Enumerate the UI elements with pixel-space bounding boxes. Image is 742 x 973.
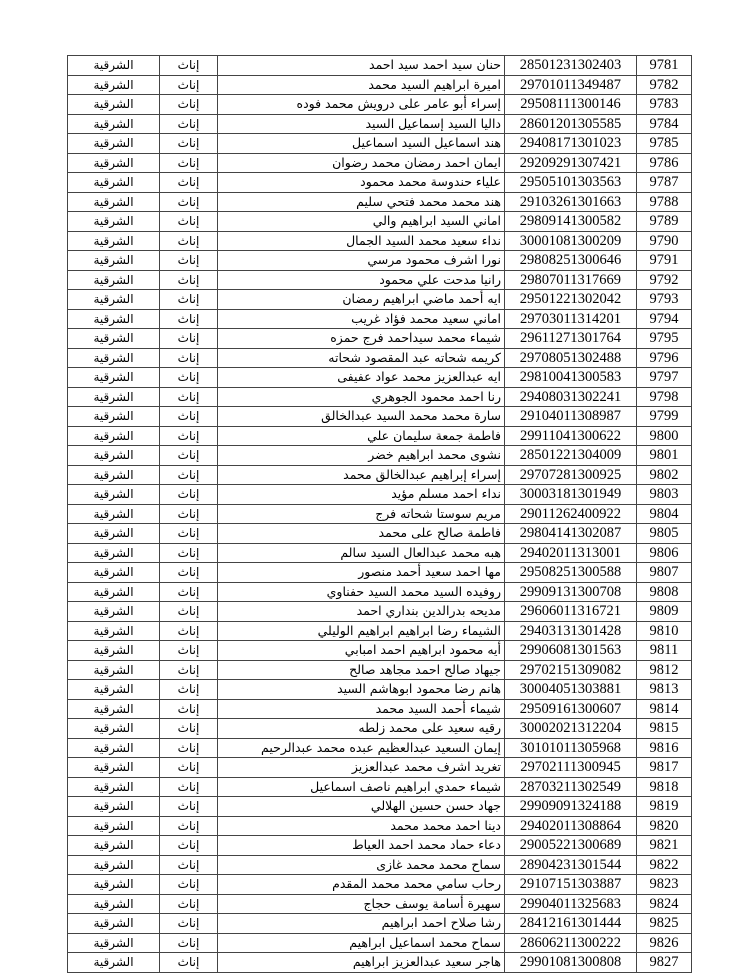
cell-full-name: رنا احمد محمود الجوهري xyxy=(218,387,505,407)
cell-gender: إناث xyxy=(160,875,218,895)
cell-full-name: رحاب سامي محمد محمد المقدم xyxy=(218,875,505,895)
cell-governorate: الشرقية xyxy=(68,543,160,563)
cell-governorate: الشرقية xyxy=(68,153,160,173)
cell-full-name: شيماء أحمد السيد محمد xyxy=(218,699,505,719)
cell-gender: إناث xyxy=(160,153,218,173)
table-row xyxy=(68,797,692,817)
cell-sequence-number: 9817 xyxy=(637,758,692,778)
cell-sequence-number: 9781 xyxy=(637,56,692,76)
cell-governorate: الشرقية xyxy=(68,290,160,310)
cell-sequence-number: 9788 xyxy=(637,192,692,212)
cell-governorate: الشرقية xyxy=(68,836,160,856)
cell-gender: إناث xyxy=(160,816,218,836)
cell-full-name: نداء سعيد محمد السيد الجمال xyxy=(218,231,505,251)
cell-governorate: الشرقية xyxy=(68,621,160,641)
table-row xyxy=(68,56,692,76)
cell-full-name: رقيه سعيد على محمد زلطه xyxy=(218,719,505,739)
table-row xyxy=(68,524,692,544)
cell-national-id: 30002021312204 xyxy=(505,719,637,739)
cell-governorate: الشرقية xyxy=(68,348,160,368)
cell-national-id: 29702111300945 xyxy=(505,758,637,778)
cell-gender: إناث xyxy=(160,758,218,778)
cell-full-name: حنان سيد احمد سيد احمد xyxy=(218,56,505,76)
cell-sequence-number: 9827 xyxy=(637,953,692,973)
cell-governorate: الشرقية xyxy=(68,134,160,154)
cell-gender: إناث xyxy=(160,231,218,251)
cell-sequence-number: 9825 xyxy=(637,914,692,934)
cell-gender: إناث xyxy=(160,75,218,95)
cell-governorate: الشرقية xyxy=(68,816,160,836)
cell-gender: إناث xyxy=(160,387,218,407)
cell-governorate: الشرقية xyxy=(68,426,160,446)
cell-sequence-number: 9823 xyxy=(637,875,692,895)
names-table-container xyxy=(68,55,692,973)
cell-sequence-number: 9787 xyxy=(637,173,692,193)
cell-full-name: دينا احمد محمد محمد xyxy=(218,816,505,836)
cell-governorate: الشرقية xyxy=(68,270,160,290)
table-row xyxy=(68,192,692,212)
cell-national-id: 28601201305585 xyxy=(505,114,637,134)
table-row xyxy=(68,875,692,895)
cell-sequence-number: 9802 xyxy=(637,465,692,485)
cell-gender: إناث xyxy=(160,426,218,446)
cell-gender: إناث xyxy=(160,290,218,310)
table-row xyxy=(68,738,692,758)
cell-sequence-number: 9816 xyxy=(637,738,692,758)
table-row xyxy=(68,504,692,524)
cell-gender: إناث xyxy=(160,329,218,349)
cell-sequence-number: 9790 xyxy=(637,231,692,251)
cell-gender: إناث xyxy=(160,621,218,641)
cell-full-name: كريمه شحاته عبد المقصود شحاته xyxy=(218,348,505,368)
cell-full-name: دعاء حماد محمد احمد العياط xyxy=(218,836,505,856)
cell-national-id: 30003181301949 xyxy=(505,485,637,505)
table-row xyxy=(68,75,692,95)
cell-sequence-number: 9803 xyxy=(637,485,692,505)
table-row xyxy=(68,933,692,953)
cell-gender: إناث xyxy=(160,407,218,427)
table-row xyxy=(68,680,692,700)
cell-national-id: 29508111300146 xyxy=(505,95,637,115)
cell-national-id: 29501221302042 xyxy=(505,290,637,310)
cell-national-id: 30001081300209 xyxy=(505,231,637,251)
cell-gender: إناث xyxy=(160,699,218,719)
cell-sequence-number: 9805 xyxy=(637,524,692,544)
table-row xyxy=(68,582,692,602)
cell-full-name: ايه أحمد ماضي ابراهيم رمضان xyxy=(218,290,505,310)
table-row xyxy=(68,309,692,329)
cell-sequence-number: 9826 xyxy=(637,933,692,953)
cell-sequence-number: 9811 xyxy=(637,641,692,661)
cell-sequence-number: 9810 xyxy=(637,621,692,641)
table-row xyxy=(68,290,692,310)
table-row xyxy=(68,134,692,154)
cell-governorate: الشرقية xyxy=(68,407,160,427)
table-row xyxy=(68,114,692,134)
cell-gender: إناث xyxy=(160,504,218,524)
cell-gender: إناث xyxy=(160,719,218,739)
cell-sequence-number: 9782 xyxy=(637,75,692,95)
table-row xyxy=(68,855,692,875)
cell-full-name: شيماء محمد سيداحمد فرج حمزه xyxy=(218,329,505,349)
cell-governorate: الشرقية xyxy=(68,758,160,778)
cell-full-name: مريم سوستا شحاته فرج xyxy=(218,504,505,524)
cell-national-id: 29804141302087 xyxy=(505,524,637,544)
cell-full-name: اميرة ابراهيم السيد محمد xyxy=(218,75,505,95)
cell-sequence-number: 9815 xyxy=(637,719,692,739)
table-row xyxy=(68,914,692,934)
cell-national-id: 29509161300607 xyxy=(505,699,637,719)
cell-national-id: 29403131301428 xyxy=(505,621,637,641)
table-row xyxy=(68,231,692,251)
cell-national-id: 29104011308987 xyxy=(505,407,637,427)
cell-national-id: 29402011308864 xyxy=(505,816,637,836)
cell-sequence-number: 9791 xyxy=(637,251,692,271)
cell-sequence-number: 9801 xyxy=(637,446,692,466)
cell-national-id: 30101011305968 xyxy=(505,738,637,758)
table-row xyxy=(68,602,692,622)
table-row xyxy=(68,212,692,232)
table-row xyxy=(68,699,692,719)
cell-governorate: الشرقية xyxy=(68,387,160,407)
cell-full-name: مديحه بدرالدين بنداري احمد xyxy=(218,602,505,622)
cell-sequence-number: 9799 xyxy=(637,407,692,427)
cell-national-id: 28501231302403 xyxy=(505,56,637,76)
cell-sequence-number: 9818 xyxy=(637,777,692,797)
cell-governorate: الشرقية xyxy=(68,75,160,95)
cell-sequence-number: 9809 xyxy=(637,602,692,622)
table-row xyxy=(68,387,692,407)
table-row xyxy=(68,543,692,563)
cell-national-id: 29909091324188 xyxy=(505,797,637,817)
cell-full-name: إسراء إبراهيم عبدالخالق محمد xyxy=(218,465,505,485)
cell-governorate: الشرقية xyxy=(68,894,160,914)
cell-full-name: نداء احمد مسلم مؤيد xyxy=(218,485,505,505)
table-row xyxy=(68,660,692,680)
cell-full-name: علياء حندوسة محمد محمود xyxy=(218,173,505,193)
cell-full-name: رشا صلاح احمد ابراهيم xyxy=(218,914,505,934)
cell-full-name: هند محمد محمد فتحي سليم xyxy=(218,192,505,212)
cell-governorate: الشرقية xyxy=(68,719,160,739)
cell-governorate: الشرقية xyxy=(68,524,160,544)
table-row xyxy=(68,485,692,505)
table-row xyxy=(68,894,692,914)
cell-national-id: 28501221304009 xyxy=(505,446,637,466)
cell-national-id: 29011262400922 xyxy=(505,504,637,524)
cell-national-id: 29809141300582 xyxy=(505,212,637,232)
cell-governorate: الشرقية xyxy=(68,602,160,622)
cell-full-name: داليا السيد إسماعيل السيد xyxy=(218,114,505,134)
names-table xyxy=(67,55,692,973)
cell-gender: إناث xyxy=(160,192,218,212)
table-row xyxy=(68,368,692,388)
cell-gender: إناث xyxy=(160,212,218,232)
cell-national-id: 28606211300222 xyxy=(505,933,637,953)
cell-governorate: الشرقية xyxy=(68,855,160,875)
cell-full-name: اماني السيد ابراهيم والي xyxy=(218,212,505,232)
cell-gender: إناث xyxy=(160,777,218,797)
cell-national-id: 29209291307421 xyxy=(505,153,637,173)
cell-sequence-number: 9797 xyxy=(637,368,692,388)
cell-national-id: 28904231301544 xyxy=(505,855,637,875)
cell-national-id: 28703211302549 xyxy=(505,777,637,797)
cell-national-id: 29408031302241 xyxy=(505,387,637,407)
cell-sequence-number: 9820 xyxy=(637,816,692,836)
cell-full-name: شيماء حمدي ابراهيم ناصف اسماعيل xyxy=(218,777,505,797)
table-row xyxy=(68,641,692,661)
cell-sequence-number: 9814 xyxy=(637,699,692,719)
cell-gender: إناث xyxy=(160,933,218,953)
cell-gender: إناث xyxy=(160,173,218,193)
cell-sequence-number: 9822 xyxy=(637,855,692,875)
cell-sequence-number: 9800 xyxy=(637,426,692,446)
cell-full-name: فاطمة صالح على محمد xyxy=(218,524,505,544)
cell-sequence-number: 9798 xyxy=(637,387,692,407)
cell-gender: إناث xyxy=(160,114,218,134)
cell-governorate: الشرقية xyxy=(68,914,160,934)
cell-gender: إناث xyxy=(160,270,218,290)
cell-full-name: أيه محمود ابراهيم احمد امبابي xyxy=(218,641,505,661)
cell-sequence-number: 9813 xyxy=(637,680,692,700)
cell-full-name: نورا اشرف محمود مرسي xyxy=(218,251,505,271)
cell-gender: إناث xyxy=(160,485,218,505)
cell-national-id: 29103261301663 xyxy=(505,192,637,212)
cell-gender: إناث xyxy=(160,602,218,622)
cell-full-name: الشيماء رضا ابراهيم ابراهيم الوليلي xyxy=(218,621,505,641)
table-row xyxy=(68,758,692,778)
cell-sequence-number: 9806 xyxy=(637,543,692,563)
cell-governorate: الشرقية xyxy=(68,95,160,115)
cell-sequence-number: 9794 xyxy=(637,309,692,329)
cell-national-id: 29505101303563 xyxy=(505,173,637,193)
cell-national-id: 29611271301764 xyxy=(505,329,637,349)
cell-governorate: الشرقية xyxy=(68,875,160,895)
cell-sequence-number: 9792 xyxy=(637,270,692,290)
cell-full-name: جهاد حسن حسين الهلالي xyxy=(218,797,505,817)
table-row xyxy=(68,446,692,466)
cell-sequence-number: 9812 xyxy=(637,660,692,680)
names-table-body xyxy=(68,56,692,973)
cell-national-id: 29909131300708 xyxy=(505,582,637,602)
cell-gender: إناث xyxy=(160,660,218,680)
cell-sequence-number: 9824 xyxy=(637,894,692,914)
cell-governorate: الشرقية xyxy=(68,56,160,76)
cell-full-name: فاطمة جمعة سليمان علي xyxy=(218,426,505,446)
cell-gender: إناث xyxy=(160,836,218,856)
cell-gender: إناث xyxy=(160,524,218,544)
cell-full-name: روفيده السيد محمد السيد حفناوي xyxy=(218,582,505,602)
cell-national-id: 29408171301023 xyxy=(505,134,637,154)
cell-full-name: سهيرة أسامة يوسف حجاج xyxy=(218,894,505,914)
cell-national-id: 29606011316721 xyxy=(505,602,637,622)
table-row xyxy=(68,836,692,856)
cell-sequence-number: 9789 xyxy=(637,212,692,232)
cell-governorate: الشرقية xyxy=(68,446,160,466)
cell-national-id: 29911041300622 xyxy=(505,426,637,446)
cell-sequence-number: 9821 xyxy=(637,836,692,856)
cell-governorate: الشرقية xyxy=(68,660,160,680)
cell-national-id: 29901081300808 xyxy=(505,953,637,973)
cell-national-id: 29707281300925 xyxy=(505,465,637,485)
cell-gender: إناث xyxy=(160,855,218,875)
cell-sequence-number: 9793 xyxy=(637,290,692,310)
cell-governorate: الشرقية xyxy=(68,797,160,817)
cell-sequence-number: 9804 xyxy=(637,504,692,524)
cell-gender: إناث xyxy=(160,543,218,563)
table-row xyxy=(68,251,692,271)
cell-gender: إناث xyxy=(160,563,218,583)
cell-full-name: هاجر سعيد عبدالعزيز ابراهيم xyxy=(218,953,505,973)
table-row xyxy=(68,953,692,973)
table-row xyxy=(68,173,692,193)
table-row xyxy=(68,816,692,836)
cell-national-id: 29904011325683 xyxy=(505,894,637,914)
cell-full-name: سارة محمد محمد السيد عبدالخالق xyxy=(218,407,505,427)
cell-gender: إناث xyxy=(160,738,218,758)
cell-governorate: الشرقية xyxy=(68,251,160,271)
cell-gender: إناث xyxy=(160,953,218,973)
cell-governorate: الشرقية xyxy=(68,212,160,232)
cell-full-name: ايه عبدالعزيز محمد عواد عفيفى xyxy=(218,368,505,388)
cell-gender: إناث xyxy=(160,680,218,700)
cell-governorate: الشرقية xyxy=(68,933,160,953)
cell-sequence-number: 9783 xyxy=(637,95,692,115)
cell-sequence-number: 9786 xyxy=(637,153,692,173)
table-row xyxy=(68,95,692,115)
cell-gender: إناث xyxy=(160,56,218,76)
cell-sequence-number: 9807 xyxy=(637,563,692,583)
cell-full-name: هبه محمد عبدالعال السيد سالم xyxy=(218,543,505,563)
table-row xyxy=(68,777,692,797)
cell-governorate: الشرقية xyxy=(68,114,160,134)
cell-gender: إناث xyxy=(160,914,218,934)
cell-national-id: 28412161301444 xyxy=(505,914,637,934)
cell-full-name: ايمان احمد رمضان محمد رضوان xyxy=(218,153,505,173)
cell-full-name: هانم رضا محمود ابوهاشم السيد xyxy=(218,680,505,700)
cell-gender: إناث xyxy=(160,309,218,329)
cell-governorate: الشرقية xyxy=(68,231,160,251)
cell-national-id: 29402011313001 xyxy=(505,543,637,563)
cell-sequence-number: 9808 xyxy=(637,582,692,602)
cell-gender: إناث xyxy=(160,797,218,817)
cell-gender: إناث xyxy=(160,446,218,466)
cell-full-name: إيمان السعيد عبدالعظيم عبده محمد عبدالرحيم xyxy=(218,738,505,758)
cell-sequence-number: 9795 xyxy=(637,329,692,349)
cell-full-name: جيهاد صالح احمد مجاهد صالح xyxy=(218,660,505,680)
cell-full-name: إسراء أبو عامر على درويش محمد فوده xyxy=(218,95,505,115)
cell-gender: إناث xyxy=(160,368,218,388)
cell-governorate: الشرقية xyxy=(68,368,160,388)
cell-national-id: 29808251300646 xyxy=(505,251,637,271)
cell-national-id: 29807011317669 xyxy=(505,270,637,290)
table-row xyxy=(68,465,692,485)
table-row xyxy=(68,270,692,290)
table-row xyxy=(68,329,692,349)
cell-gender: إناث xyxy=(160,582,218,602)
cell-sequence-number: 9819 xyxy=(637,797,692,817)
cell-national-id: 29703011314201 xyxy=(505,309,637,329)
table-row xyxy=(68,426,692,446)
cell-national-id: 29701011349487 xyxy=(505,75,637,95)
cell-full-name: رانيا مدحت علي محمود xyxy=(218,270,505,290)
cell-full-name: هند اسماعيل السيد اسماعيل xyxy=(218,134,505,154)
cell-gender: إناث xyxy=(160,894,218,914)
table-row xyxy=(68,621,692,641)
cell-governorate: الشرقية xyxy=(68,465,160,485)
cell-gender: إناث xyxy=(160,134,218,154)
cell-governorate: الشرقية xyxy=(68,504,160,524)
cell-gender: إناث xyxy=(160,95,218,115)
cell-governorate: الشرقية xyxy=(68,777,160,797)
cell-full-name: مها احمد سعيد أحمد منصور xyxy=(218,563,505,583)
table-row xyxy=(68,563,692,583)
cell-governorate: الشرقية xyxy=(68,309,160,329)
cell-national-id: 29810041300583 xyxy=(505,368,637,388)
cell-full-name: اماني سعيد محمد فؤاد غريب xyxy=(218,309,505,329)
cell-governorate: الشرقية xyxy=(68,582,160,602)
cell-gender: إناث xyxy=(160,348,218,368)
cell-sequence-number: 9785 xyxy=(637,134,692,154)
cell-governorate: الشرقية xyxy=(68,192,160,212)
cell-sequence-number: 9796 xyxy=(637,348,692,368)
cell-governorate: الشرقية xyxy=(68,953,160,973)
cell-gender: إناث xyxy=(160,251,218,271)
cell-national-id: 30004051303881 xyxy=(505,680,637,700)
cell-governorate: الشرقية xyxy=(68,173,160,193)
cell-full-name: سماح محمد اسماعيل ابراهيم xyxy=(218,933,505,953)
cell-governorate: الشرقية xyxy=(68,563,160,583)
cell-governorate: الشرقية xyxy=(68,329,160,349)
cell-national-id: 29107151303887 xyxy=(505,875,637,895)
table-row xyxy=(68,153,692,173)
cell-governorate: الشرقية xyxy=(68,738,160,758)
table-row xyxy=(68,407,692,427)
cell-national-id: 29708051302488 xyxy=(505,348,637,368)
cell-national-id: 29508251300588 xyxy=(505,563,637,583)
cell-governorate: الشرقية xyxy=(68,641,160,661)
cell-gender: إناث xyxy=(160,641,218,661)
cell-full-name: سماح محمد محمد غازى xyxy=(218,855,505,875)
cell-full-name: تغريد اشرف محمد عبدالعزيز xyxy=(218,758,505,778)
cell-national-id: 29702151309082 xyxy=(505,660,637,680)
cell-governorate: الشرقية xyxy=(68,485,160,505)
cell-national-id: 29005221300689 xyxy=(505,836,637,856)
table-row xyxy=(68,348,692,368)
cell-governorate: الشرقية xyxy=(68,699,160,719)
cell-governorate: الشرقية xyxy=(68,680,160,700)
cell-sequence-number: 9784 xyxy=(637,114,692,134)
cell-national-id: 29906081301563 xyxy=(505,641,637,661)
cell-full-name: نشوى محمد ابراهيم خضر xyxy=(218,446,505,466)
cell-gender: إناث xyxy=(160,465,218,485)
table-row xyxy=(68,719,692,739)
